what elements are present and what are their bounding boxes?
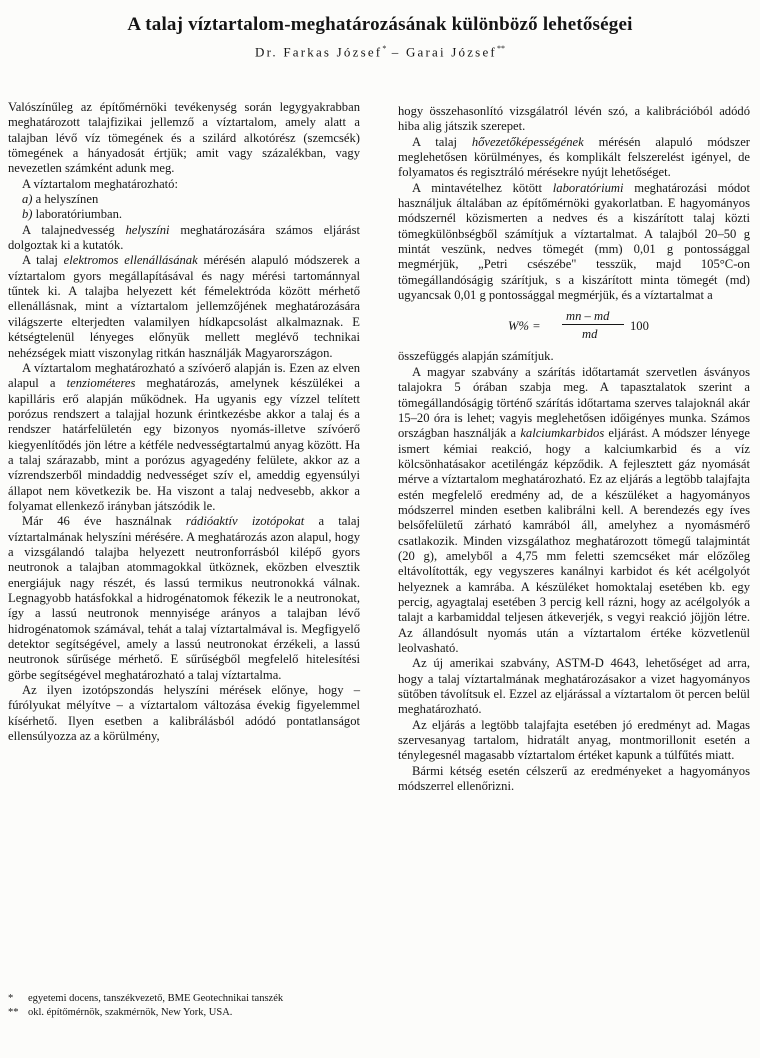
text-run: A mintavételhez kötött (412, 180, 553, 195)
left-column (8, 100, 360, 744)
emphasis: tenziométeres (66, 376, 136, 391)
footnote-1-mark: * (8, 993, 14, 1004)
emphasis: laboratóriumi (552, 180, 624, 195)
paragraph-methods: A víztartalom meghatározható: (22, 176, 178, 191)
author-separator: – (386, 44, 406, 60)
text-run: A talaj (412, 134, 472, 149)
paragraph-tensiometer (8, 361, 360, 514)
paragraph-standard (398, 365, 750, 657)
text-run: A talaj (22, 253, 64, 268)
paragraph-conclusion: Bármi kétség esetén célszerű az eredményeket a hagyományos módszerrel ellenőrizni. (398, 763, 750, 794)
article-title: A talaj víztartalom-meghatározásának különböző lehetőségei (127, 14, 633, 35)
paragraph-intro: Valószínűleg az építőmérnöki tevékenység során legygyakrabban meghatározott talajfizikai jellemző a víztartalom, amely alatt a talajban lévő víz tömegének és a szilárd alkotórész (szemcsék) tömegének a hányadosát értjük; amit vagy százalékban, vagy nevezetlen számként adunk meg. (8, 100, 360, 176)
author-line (0, 44, 760, 60)
formula-denominator: md (582, 327, 598, 342)
text-run: meghatározás, amelynek készülékei a kapilláris erő alapján működnek. Ha ugyanis egy vízzel telített porózus rendszert a talajjal hozunk érintkezésbe akkor a talaj és a rendszer határfelületén egy bizonyos nyomás-illetve szívóerő kiegyenlítődés jön létre a kétféle nedvességtartalmú anyag között. Ha a talaj szárazabb, mint a porózus agyagedény felülete, akkor az a vízrendszerből mindaddig nedvességet szív el, ameddig egyensúlyi állapot nem következik be. Ha viszont a talaj nedvesebb, akkor a folyamat ellenkező irányban játszódik le. (8, 376, 360, 513)
text-run: a talaj víztartalmának helyszíni mérésére. A meghatározás azon alapul, hogy a vizsgálandó talajba helyezett neutronforrásból kilépő gyors neutronok a talajban atommagokkal ütköznek, eközben elvesztik energiájuk nagy részét, és lassú termikus neutronokká válnak. Legnagyobb hatásfokkal a hidrogénatomok fékezik le a neutronokat, így a lassú neutronok mennyisége arányos a talajban lévő hidrogénatomok számával, tehát a talaj víztartalmával is. Megfigyelő detektor segítségével, amely a lassú neutronokat érzékeli, a lassú neutronok sűrűsége mérhető. E sűrűségből megfelelő hitelesítési görbe segítségével meghatározható a talaj víztartalma. (8, 514, 360, 682)
paragraph-isotope (8, 514, 360, 683)
list-item-a (8, 192, 360, 207)
footnotes (8, 992, 368, 1020)
paragraph-thermal (398, 135, 750, 181)
right-column (398, 104, 750, 794)
text-run: A talajnedvesség (22, 222, 126, 237)
footnote-2-text: okl. építőmérnök, szakmérnök, New York, USA. (28, 1007, 233, 1018)
author-1: Dr. Farkas József (255, 44, 383, 60)
author-2: Garai József (405, 44, 497, 60)
emphasis: rádióaktív izotópokat (185, 514, 305, 529)
list-text-b: laboratóriumban. (32, 207, 123, 222)
list-mark-a: a) (22, 192, 33, 207)
footnote-2 (8, 1006, 368, 1020)
paragraph-formula-note: összefüggés alapján számítjuk. (398, 349, 554, 364)
paragraph-laboratory (398, 181, 750, 304)
list-text-a: a helyszínen (32, 192, 99, 207)
text-run: mérésén alapuló módszerek a víztartalom gyors megállapításával és nagy mérési tartománnyal tűntek ki. A talajba helyezett két fémelektróda között mérhető ellenállásnak, mint a víztartalom jellemzőjének meghatározására világszerte elterjedten valamilyen hídkapcsolást alkalmaznak. E kétségtelenül lényeges előnyük mellett meglévő technikai nehézségek miatt viszonylag ritkán használják Magyarországon. (8, 253, 360, 360)
author-1-mark: * (382, 44, 387, 53)
text-run: meghatározására számos eljárást dolgoztak ki a kutatók. (8, 222, 360, 253)
text-run: eljárást. A módszer lényege ismert kémiai reakció, hogy a kalciumkarbid és a víz kölcsönhatásakor acetiléngáz képződik. A fejlesztett gáz nyomását mérve a víztartalom meghatározható. Ez az eljárás a legtöbb talajfajta estén megfelelő eredmény ad, de a készüléket a hagyományos módszerrel minden esetben kalibrálni kell. A berendezés egy íves belsőfelületű zárható kamrából áll, amelyhez a nyomásmérő csatlakozik. Minden vizsgálathoz meghatározott tömegű talajmintát (20 g), amelyből a 4,75 mm feletti szemcséket már előzőleg eltávolították, egy vegyszeres kanálnyi karbidot és két acélgolyót helyeznek a kamrába. A készüléket homoktalaj esetében kb. egy percig, agyagtalaj esetében 3 percig kell rázni, hogy az acélgolyók a talajt a karbamiddal teljesen átkeverjék, s vegyi reakció jöjjön létre. Az állandósult nyomás után a víztartalom értéke közvetlenül leolvasható. (398, 426, 750, 655)
water-content-formula (398, 309, 750, 343)
text-run: A víztartalom meghatározható a szívóerő alapján is. Ezen az elven alapul a (8, 360, 360, 391)
formula-lhs: W% = (508, 319, 541, 334)
author-2-mark: ** (496, 44, 505, 53)
paragraph-resistance (8, 253, 360, 360)
list-mark-b: b) (22, 207, 33, 222)
emphasis: elektromos ellenállásának (63, 253, 198, 268)
text-run: A magyar szabvány a szárítás időtartamát szervetlen ásványos talajokra 5 órában szabja meg. A tapasztalatok szerint a tömegállandóságig történő szárítás időtartama szerves talajoknál akár 15–20 óra is lehet; vagyis meglehetősen időigényes munka. Számos országban használják a (398, 364, 750, 441)
fraction-bar (562, 324, 624, 325)
text-run: Már 46 éve használnak (22, 514, 186, 529)
paragraph-results: Az eljárás a legtöbb talajfajta esetében jó eredményt ad. Magas szervesanyag tartalom, hidratált anyag, montmorillonit esetén a ténylegesnél magasabb víztartalom értéket kapunk a túlfűtés miatt. (398, 717, 750, 763)
paragraph-continued: hogy összehasonlító vizsgálatról lévén szó, a kalibrációból adódó hiba alig játszik szerepet. (398, 104, 750, 134)
footnote-1 (8, 992, 368, 1006)
text-run: meghatározási módot használjuk általában az építőmérnöki gyakorlatban. E hagyományos módszernél közismerten a nedves és a kiszárított talaj közti tömegkülönbségből számítjuk a víztartalmat. A talajból 20–50 g mintát veszünk, nedves tömegét (mm) 0,01 g pontossággal megmérjük, „Petri csészébe" tesszük, majd 105°C-on tömegállandóságig szárítjuk, s a kiszárított minta tömegét (md) ugyancsak 0,01 g pontossággal megmérjük, és a víztartalmat a (398, 180, 750, 303)
list-item-b (8, 207, 360, 222)
formula-numerator: mn – md (566, 309, 610, 324)
paragraph-astm: Az új amerikai szabvány, ASTM-D 4643, lehetőséget ad arra, hogy a talaj víztartalmának meghatározásakor a vizet hagyományos sütőben távolítsuk el. Ezzel az eljárással a víztartalom öt percen belül meghatározható. (398, 656, 750, 717)
text-run: mérésén alapuló módszer meglehetősen körülményes, és komplikált felszerelést igényel, de folyamatos és regisztráló mérésekre nyújt lehetőséget. (398, 134, 750, 180)
footnote-2-mark: ** (8, 1007, 19, 1018)
paragraph-probe: Az ilyen izotópszondás helyszíni mérések előnye, hogy – fúrólyukat mélyítve – a víztartalom változása évekig figyelemmel kísérhető. Ilyen esetben a kalibrálásból adódó pontatlanságot ellensúlyozza az a körülmény, (8, 683, 360, 744)
emphasis: hővezetőképességének (471, 134, 584, 149)
emphasis: helyszíni (125, 222, 170, 237)
formula-multiplier: 100 (630, 319, 649, 334)
paragraph-field (8, 223, 360, 254)
footnote-1-text: egyetemi docens, tanszékvezető, BME Geotechnikai tanszék (28, 993, 284, 1004)
emphasis: kalciumkarbidos (520, 426, 605, 441)
